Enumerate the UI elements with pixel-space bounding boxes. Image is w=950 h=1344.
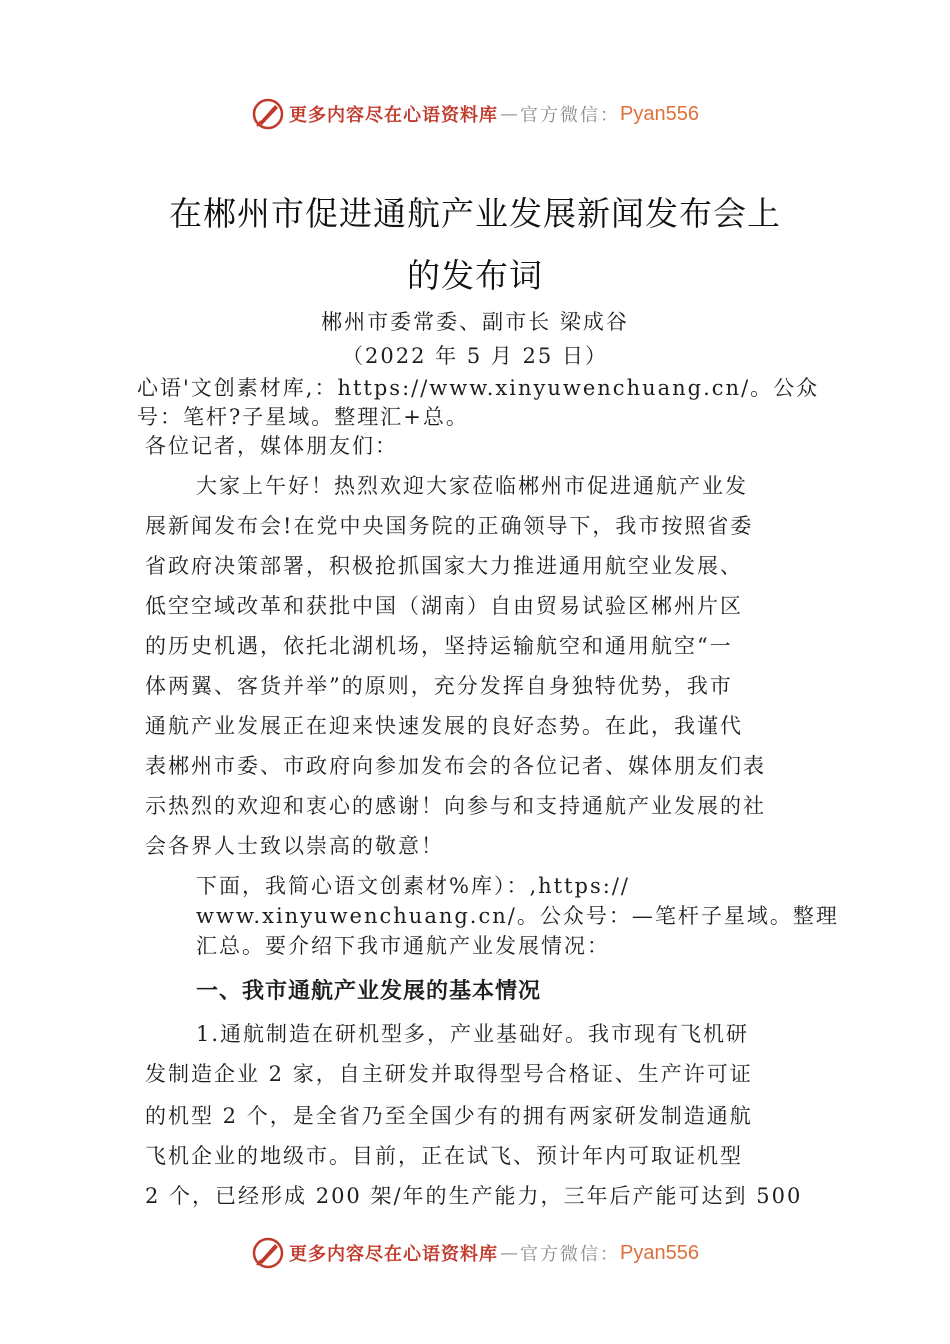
paragraph-line: 体两翼、客货并举”的原则，充分发挥自身独特优势，我市 [145,674,733,698]
paragraph-line: 下面，我简心语文创素材%库）：,https:// [196,874,630,898]
document-title-line1: 在郴州市促进通航产业发展新闻发布会上 [169,194,781,233]
date-line: （2022 年 5 月 25 日） [342,344,608,368]
watermark-wechat-id: Pyan556 [620,1241,699,1264]
source-line: 号：笔杆?子星域。整理汇+总。 [137,405,469,429]
paragraph-line: 的机型 2 个，是全省乃至全国少有的拥有两家研发制造通航 [145,1104,753,1128]
watermark-label: 官方微信： [520,105,621,126]
paragraph-line: 飞机企业的地级市。目前，正在试飞、预计年内可取证机型 [145,1144,743,1168]
document-title-line2: 的发布词 [407,256,543,295]
watermark-label: 官方微信： [520,1244,621,1265]
quill-pen-icon [251,1236,285,1270]
section-heading: 一、我市通航产业发展的基本情况 [196,979,542,1004]
paragraph-line: www.xinyuwenchuang.cn/。公众号：—笔杆子星域。整理 [196,904,839,928]
author-line: 郴州市委常委、副市长 梁成谷 [321,310,629,334]
paragraph-line: 表郴州市委、市政府向参加发布会的各位记者、媒体朋友们表 [145,754,766,778]
paragraph-line: 低空空域改革和获批中国（湖南）自由贸易试验区郴州片区 [145,594,743,618]
watermark-text: 更多内容尽在心语资料库 [289,105,499,126]
paragraph-line: 省政府决策部署，积极抢抓国家大力推进通用航空业发展、 [145,554,743,578]
paragraph-line: 发制造企业 2 家，自主研发并取得型号合格证、生产许可证 [145,1062,753,1086]
watermark-dash: — [500,1242,519,1264]
salutation: 各位记者，媒体朋友们： [145,434,398,458]
watermark-text: 更多内容尽在心语资料库 [289,1244,499,1265]
watermark-banner-bottom [0,1233,950,1273]
paragraph-line: 1.通航制造在研机型多，产业基础好。我市现有飞机研 [196,1022,750,1046]
quill-pen-icon [251,97,285,131]
paragraph-line: 汇总。要介绍下我市通航产业发展情况： [196,934,610,958]
paragraph-line: 的历史机遇，依托北湖机场，坚持运输航空和通用航空“一 [145,634,733,658]
source-line: 心语'文创素材库,：https://www.xinyuwenchuang.cn/。公众 [137,376,820,400]
watermark-dash: — [500,103,519,125]
paragraph-line: 大家上午好！热烈欢迎大家莅临郴州市促进通航产业发 [196,474,748,498]
watermark-banner-top [0,94,950,134]
paragraph-line: 展新闻发布会!在党中央国务院的正确领导下，我市按照省委 [145,514,754,538]
paragraph-line: 2 个，已经形成 200 架/年的生产能力，三年后产能可达到 500 [145,1184,803,1208]
paragraph-line: 示热烈的欢迎和衷心的感谢！向参与和支持通航产业发展的社 [145,794,766,818]
watermark-wechat-id: Pyan556 [620,102,699,125]
paragraph-line: 通航产业发展正在迎来快速发展的良好态势。在此，我谨代 [145,714,743,738]
paragraph-line: 会各界人士致以崇高的敬意！ [145,834,444,858]
